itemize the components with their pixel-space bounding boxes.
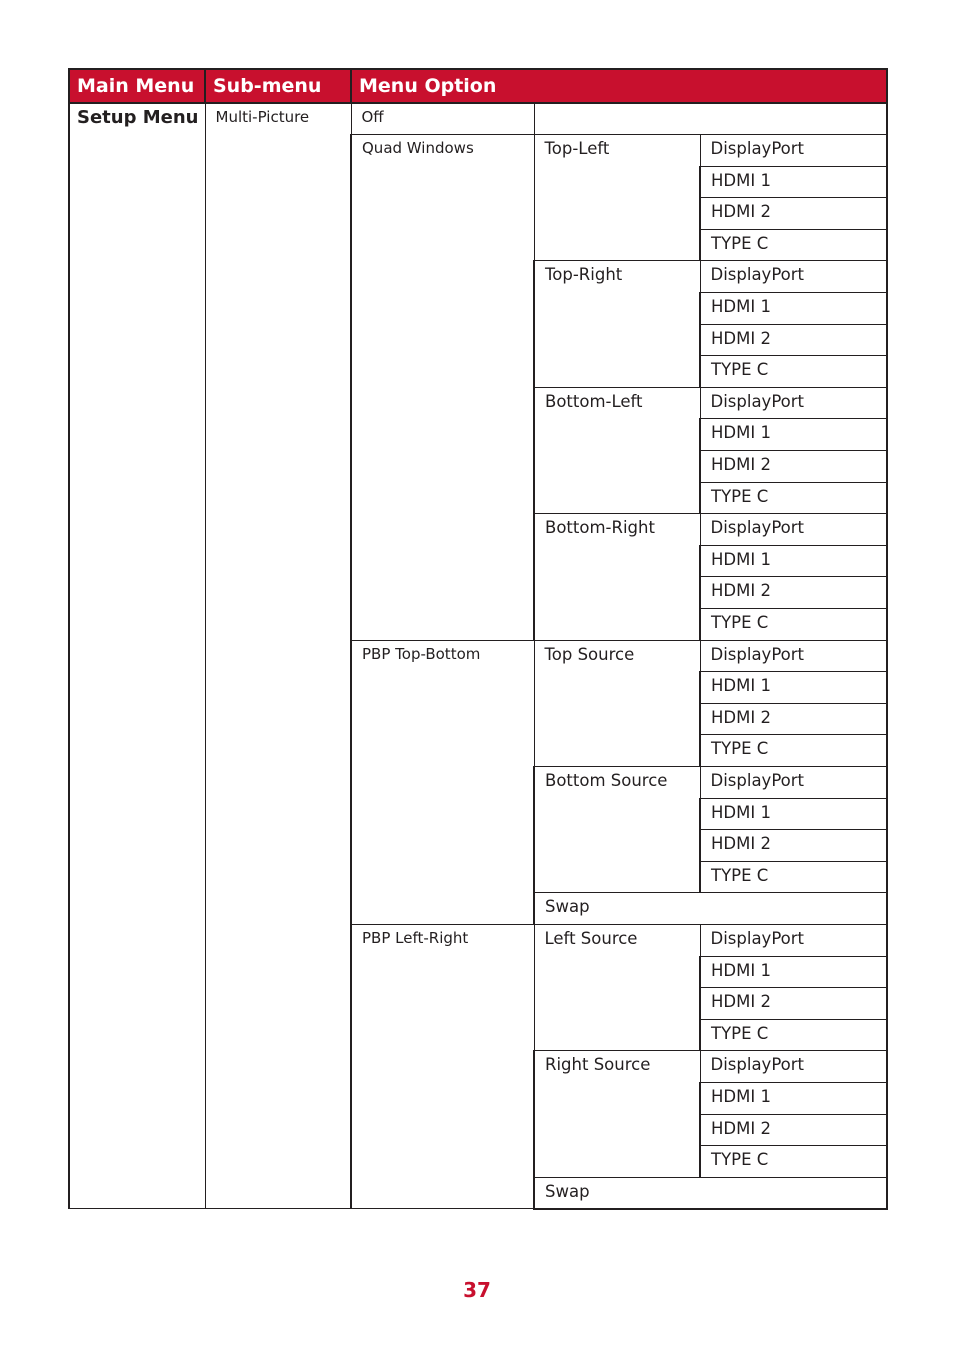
sub-option-cell: Bottom-Left	[534, 387, 700, 513]
table-body	[69, 103, 887, 1209]
sub-option-cell: Bottom Source	[534, 766, 700, 892]
source-value-cell: DisplayPort	[700, 640, 887, 672]
source-value-cell: HDMI 1	[700, 798, 887, 830]
source-value-cell: HDMI 2	[700, 830, 887, 862]
source-value-cell: HDMI 1	[700, 545, 887, 577]
empty-cell	[534, 103, 887, 135]
table-row	[69, 103, 887, 135]
source-value-cell: TYPE C	[700, 482, 887, 514]
header-sub-menu: Sub-menu	[205, 69, 351, 103]
sub-option-cell: Bottom-Right	[534, 514, 700, 640]
sub-option-cell: Right Source	[534, 1051, 700, 1177]
menu-option-cell: PBP Top-Bottom	[351, 640, 534, 924]
source-value-cell: TYPE C	[700, 735, 887, 767]
source-value-cell: HDMI 2	[700, 324, 887, 356]
source-value-cell: HDMI 2	[700, 577, 887, 609]
main-menu-cell: Setup Menu	[69, 103, 205, 1209]
source-value-cell: DisplayPort	[700, 261, 887, 293]
sub-option-cell: Left Source	[534, 924, 700, 1050]
menu-option-cell: PBP Left-Right	[351, 924, 534, 1208]
header-main-menu: Main Menu	[69, 69, 205, 103]
source-value-cell: TYPE C	[700, 861, 887, 893]
source-value-cell: DisplayPort	[700, 135, 887, 167]
source-value-cell: HDMI 2	[700, 703, 887, 735]
table-header-row	[69, 69, 887, 103]
source-value-cell: HDMI 1	[700, 166, 887, 198]
menu-table	[68, 68, 888, 1210]
sub-option-cell: Swap	[534, 893, 887, 925]
header-menu-option: Menu Option	[351, 69, 887, 103]
source-value-cell: HDMI 2	[700, 451, 887, 483]
source-value-cell: HDMI 1	[700, 1082, 887, 1114]
source-value-cell: TYPE C	[700, 356, 887, 388]
source-value-cell: DisplayPort	[700, 924, 887, 956]
sub-option-cell: Swap	[534, 1177, 887, 1209]
source-value-cell: TYPE C	[700, 609, 887, 641]
sub-menu-cell: Multi-Picture	[205, 103, 351, 1209]
source-value-cell: HDMI 2	[700, 988, 887, 1020]
source-value-cell: DisplayPort	[700, 514, 887, 546]
sub-option-cell: Top-Right	[534, 261, 700, 387]
source-value-cell: DisplayPort	[700, 766, 887, 798]
source-value-cell: HDMI 1	[700, 956, 887, 988]
menu-option-cell: Off	[351, 103, 534, 135]
source-value-cell: DisplayPort	[700, 387, 887, 419]
source-value-cell: HDMI 1	[700, 419, 887, 451]
sub-option-cell: Top-Left	[534, 135, 700, 261]
source-value-cell: HDMI 1	[700, 293, 887, 325]
source-value-cell: HDMI 1	[700, 672, 887, 704]
source-value-cell: DisplayPort	[700, 1051, 887, 1083]
page-number: 37	[463, 1278, 491, 1302]
source-value-cell: HDMI 2	[700, 198, 887, 230]
source-value-cell: HDMI 2	[700, 1114, 887, 1146]
sub-option-cell: Top Source	[534, 640, 700, 766]
menu-option-cell: Quad Windows	[351, 135, 534, 641]
source-value-cell: TYPE C	[700, 229, 887, 261]
source-value-cell: TYPE C	[700, 1146, 887, 1178]
source-value-cell: TYPE C	[700, 1019, 887, 1051]
